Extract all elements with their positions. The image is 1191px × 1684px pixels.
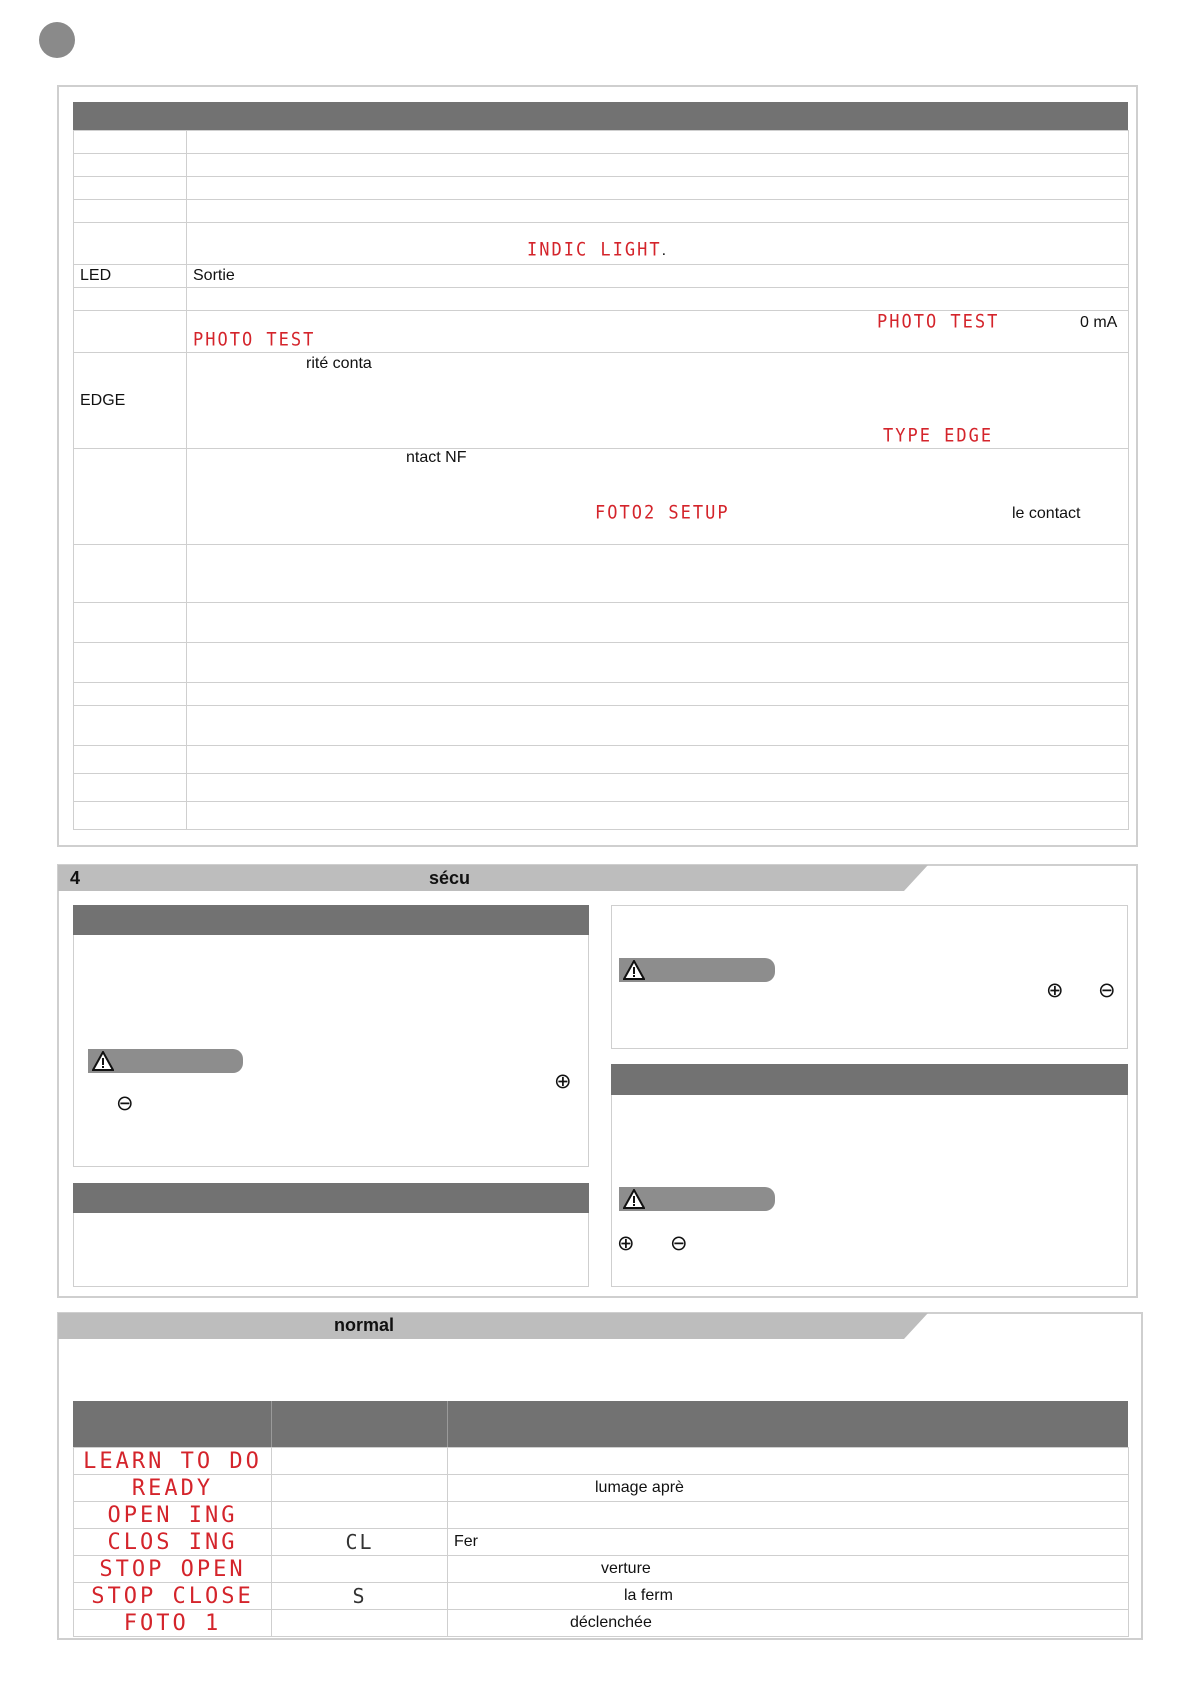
photo-test-current: 0 mA <box>1080 314 1118 331</box>
table-row <box>74 774 1129 802</box>
minus-icon: ⊖ <box>116 1091 134 1115</box>
lcd-status: STOP CLOSE <box>91 1583 254 1609</box>
minus-icon: ⊖ <box>670 1231 688 1255</box>
table-row: INDIC LIGHT. <box>74 223 1129 265</box>
lcd-status: FOTO 1 <box>123 1610 222 1636</box>
section4-number: 4 <box>70 868 81 888</box>
table-row <box>74 177 1129 200</box>
lcd-status: READY <box>131 1475 214 1501</box>
table-row <box>74 1448 1129 1475</box>
table-row <box>74 288 1129 311</box>
warning-triangle-icon <box>623 960 645 980</box>
status-header-divider <box>447 1401 448 1447</box>
row-label-edge: EDGE <box>74 353 187 449</box>
table-row <box>74 311 1129 353</box>
lcd-status: OPEN ING <box>107 1502 238 1528</box>
plus-icon: ⊕ <box>617 1231 635 1255</box>
table-row <box>74 802 1129 830</box>
table-row <box>74 706 1129 746</box>
contact-nf-text: ntact NF <box>406 449 467 466</box>
photo-test-display-2: PHOTO TEST <box>193 329 316 351</box>
plus-icon: ⊕ <box>554 1069 572 1093</box>
panel-left-top <box>73 905 589 1167</box>
row-text-led: Sortie <box>187 265 1129 288</box>
table-row <box>74 1502 1129 1529</box>
foto2-setup-display: FOTO2 SETUP <box>595 502 730 524</box>
table-row <box>74 746 1129 774</box>
type-edge-display: TYPE EDGE <box>883 425 994 447</box>
lcd-status: CLOS ING <box>107 1529 238 1555</box>
panel-right-bottom-header <box>611 1064 1128 1095</box>
page-marker-dot <box>39 22 75 58</box>
panel-right-bottom <box>611 1064 1128 1287</box>
lcd-status: LEARN TO DO <box>83 1448 262 1474</box>
section4-title: sécu <box>429 868 471 888</box>
table-row <box>74 643 1129 683</box>
table-row <box>74 449 1129 545</box>
table-row <box>74 683 1129 706</box>
table-row <box>74 200 1129 223</box>
table-row <box>74 353 1129 449</box>
table-row: READY lumage aprè <box>74 1475 1129 1502</box>
le-contact-text: le contact <box>1012 505 1081 522</box>
table-row: CLOS ING CL Fer <box>74 1529 1129 1556</box>
table-row <box>74 154 1129 177</box>
indic-light-display: INDIC LIGHT <box>527 239 662 261</box>
status-table-header <box>73 1401 1128 1447</box>
table-row <box>74 603 1129 643</box>
warning-banner <box>619 958 775 982</box>
row-label-led: LED <box>74 265 187 288</box>
warning-triangle-icon <box>623 1189 645 1209</box>
warning-banner <box>619 1187 775 1211</box>
lcd-status: STOP OPEN <box>99 1556 246 1582</box>
normal-header-band <box>58 1313 928 1339</box>
normal-title: normal <box>334 1315 395 1335</box>
config-table <box>73 130 1129 830</box>
table-row <box>74 265 1129 288</box>
warning-banner <box>88 1049 243 1073</box>
table-row: FOTO 1 déclenchée <box>74 1610 1129 1637</box>
minus-icon: ⊖ <box>1098 978 1116 1002</box>
status-header-divider <box>271 1401 272 1447</box>
table-row <box>74 545 1129 603</box>
table-row: STOP OPEN verture <box>74 1556 1129 1583</box>
edge-text: rité conta <box>306 355 372 372</box>
plus-icon: ⊕ <box>1046 978 1064 1002</box>
photo-test-display: PHOTO TEST <box>877 311 1000 333</box>
warning-triangle-icon <box>92 1051 114 1071</box>
section4-header-band <box>58 865 928 891</box>
config-table-header <box>73 102 1128 130</box>
table-row: STOP CLOSE S la ferm <box>74 1583 1129 1610</box>
panel-left-bottom-header <box>73 1183 589 1213</box>
table-row <box>74 131 1129 154</box>
panel-left-top-header <box>73 905 589 935</box>
status-table <box>73 1447 1129 1637</box>
